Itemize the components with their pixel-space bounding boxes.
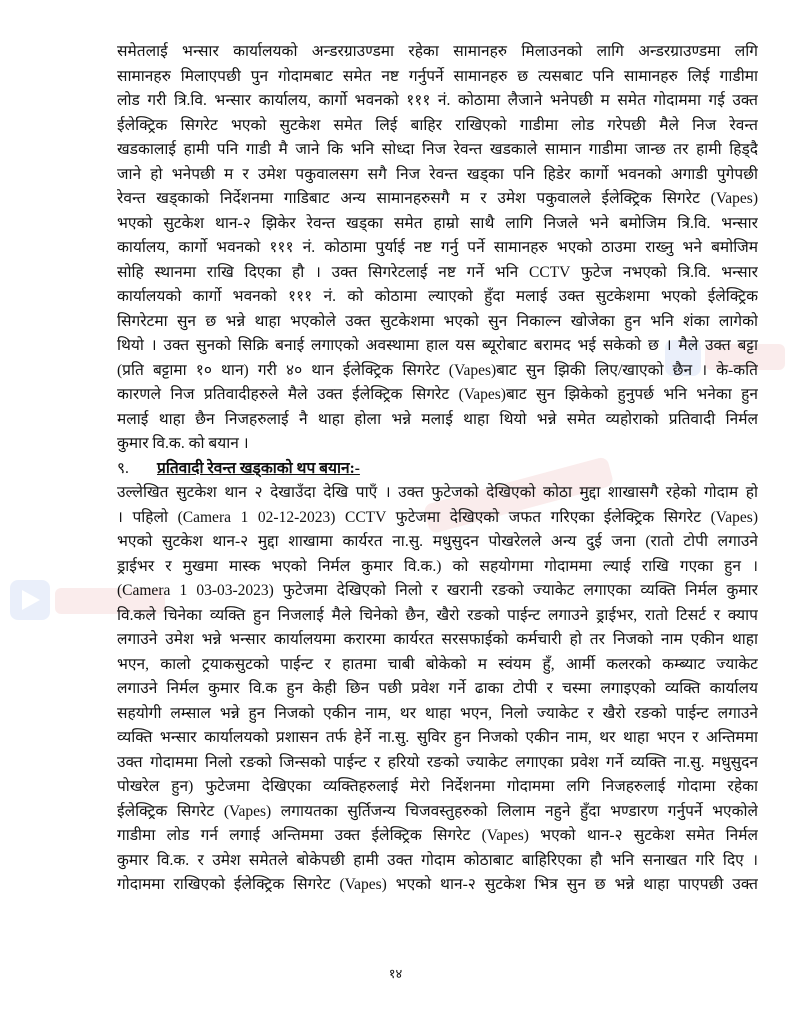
section-heading-row [117, 457, 758, 482]
page-number: १४ [388, 966, 403, 981]
text-line: लोड गरी त्रि.वि. भन्सार कार्यालय, कार्गो भवनको १११ नं. कोठामा लैजाने भनेपछी म समेत गोदाममा गई उक्त [117, 92, 758, 109]
text-line: रेवन्त खड्काको निर्देशनमा गाडिबाट अन्य सामानहरुसगै म र उमेश पकुवालले ईलेक्ट्रिक सिगरेट (Vapes) [117, 190, 758, 207]
text-line: ईलेक्ट्रिक सिगरेट भएको सुटकेश समेत लिई बाहिर राखिएको गाडीमा लोड गरेपछी मैले निज रेवन्त [117, 116, 758, 134]
text-line: कार्यालय, कार्गो भवनको १११ नं. कोठामा पुर्याई नष्ट गर्नु पर्ने सामानहरु भएको ठाउमा राख्नु भने बमोजिम [117, 239, 758, 256]
text-line: । पहिलो (Camera 1 02-12-2023) CCTV फुटेजमा देखिएको जफत गरिएका ईलेक्ट्रिक सिगरेट (Vapes) [117, 508, 758, 526]
text-line: लगाउने निर्मल कुमार वि.क हुन केही छिन पछी प्रवेश गर्ने ढाका टोपी र चस्मा लगाइएको व्यक्ति कार्यालय [117, 680, 758, 697]
text-line: वि.कले चिनेका व्यक्ति हुन निजलाई मैले चिनेको छैन, खैरो रङको पाईन्ट लगाउने ड्राईभर, रातो टिसर्ट र क्याप [117, 606, 758, 624]
text-line: भएन, कालो ट्रयाकसुटको पाईन्ट र हातमा चाबी बोकेको म स्वंयम हुँ, आर्मी कलरको कम्ब्याट ज्याकेट [117, 655, 758, 673]
text-line: (प्रति बट्टामा १० थान) गरी ४० थान ईलेक्ट्रिक सिगरेट (Vapes)बाट सुन झिकी लिए/खाएको छैन । के-कति [117, 361, 758, 379]
text-line: पोखरेल हुन) फुटेजमा देखिएका व्यक्तिहरुलाई मेरो निर्देशनमा गोदाममा लगि निजहरुलाई गोदामा रहेका [117, 778, 758, 795]
text-line: भएको सुटकेश थान-२ मुद्दा शाखामा कार्यरत ना.सु. मधुसुदन पोखरेलले अन्य दुई जना (रातो टोपी लगाउने [117, 533, 758, 550]
document-body [117, 40, 758, 898]
text-line: (Camera 1 03-03-2023) फुटेजमा देखिएको निलो र खरानी रङको ज्याकेट लगाएका व्यक्ति निर्मल कुमार [117, 582, 758, 599]
text-line: सामानहरु मिलाएपछी पुन गोदामबाट समेत नष्ट गर्नुपर्ने सामानहरु छ त्यसबाट पनि सामानहरु लिई गाडीमा [117, 67, 758, 85]
paragraph-additional-statement [117, 481, 758, 898]
text-line: कार्यालयको कार्गो भवनको १११ नं. को कोठामा ल्याएको हुँदा मलाई उक्त सुटकेशमा भएको ईलेक्ट्रिक [117, 288, 758, 305]
text-line: ड्राईभर र मुखमा मास्क भएको निर्मल कुमार वि.क.) को सहयोगमा गोदाममा ल्याई राखि गएका हुन । [117, 557, 758, 575]
text-line: कुमार वि.क. र उमेश समेतले बोकेपछी हामी उक्त गोदाम कोठाबाट बाहिरिएका हौ भनि सनाखत गरि दिए । [117, 851, 758, 869]
text-line: ईलेक्ट्रिक सिगरेट (Vapes) लगायतका सुर्तिजन्य चिजवस्तुहरुको लिलाम नहुने हुँदा भण्डारण गर्नुपर्ने भएकोले [117, 802, 758, 820]
paragraph-statement-continuation [117, 40, 758, 457]
text-line: कारणले निज प्रतिवादीहरुले मैले उक्त ईलेक्ट्रिक सिगरेट (Vapes)बाट सुन झिकेको हुनुपर्छ भनि भनेका हुन [117, 386, 758, 403]
text-line: मलाई थाहा छैन निजहरुलाई नै थाहा होला भन्ने मलाई थाहा थियो भन्ने समेत व्यहोराको प्रतिवादी निर्मल [117, 410, 758, 428]
text-line: व्यक्ति भन्सार कार्यालयको प्रशासन तर्फ हेर्ने ना.सु. सुविर हुन निजको एकीन नाम, थर थाहा भएन र अन्तिममा [117, 729, 758, 746]
text-line: कुमार वि.क. को बयान । [117, 435, 249, 452]
text-line: सिगरेटमा सुन छ भन्ने थाहा भएकोले उक्त सुटकेशमा भएको सुन निकाल्न खोजेका हुन भनि शंका लागेको [117, 312, 758, 330]
text-line: गाडीमा लोड गर्न लगाई अन्तिममा उक्त ईलेक्ट्रिक सिगरेट (Vapes) भएको थान-२ सुटकेश समेत निर्मल [117, 827, 758, 844]
section-number: ९. [117, 459, 129, 477]
text-line: जाने हो भनेपछी म र उमेश पकुवालसग सगै निज रेवन्त खड्का पनि हिडेर कार्गो भवनको अगाडी पुगेपछी [117, 165, 758, 183]
text-line: समेतलाई भन्सार कार्यालयको अन्डरग्राउण्डमा रहेका सामानहरु मिलाउनको लागि अन्डरग्राउण्डमा लगि [117, 43, 758, 60]
section-heading: प्रतिवादी रेवन्त खड्काको थप बयान:- [157, 459, 360, 477]
text-line: खडकालाई हामी पनि गाडी मै जाने कि भनि सोध्दा निज रेवन्त खडकाले सामान गाडीमा जान्छ तर हामी हिड्दै [117, 141, 758, 158]
text-line: गोदाममा राखिएको ईलेक्ट्रिक सिगरेट (Vapes) भएको थान-२ सुटकेश भित्र सुन छ भन्ने थाहा पाएपछी उक्त [117, 876, 758, 893]
text-line: उल्लेखित सुटकेश थान २ देखाउँदा देखि पाएँ । उक्त फुटेजको देखिएको कोठा मुद्दा शाखासगै रहेको गोदाम हो [117, 484, 758, 501]
text-line: भएको सुटकेश थान-२ झिकेर रेवन्त खड्का समेत हाम्रो साथै लागि निजले भने बमोजिम त्रि.वि. भन्सार [117, 214, 758, 232]
text-line: उक्त गोदाममा निलो रङको जिन्सको पाईन्ट र हरियो रङको ज्याकेट लगाएका प्रवेश गर्ने व्यक्ति ना.सु. मधुसुदन [117, 753, 758, 771]
text-line: सहयोगी लम्साल भन्ने हुन निजको एकीन नाम, थर थाहा भएन, निलो ज्याकेट र खैरो रङको पाईन्ट लगाउने [117, 704, 758, 722]
text-line: थियो । उक्त सुनको सिक्रि बनाई लगाएको अवस्थामा हाल यस ब्यूरोबाट बरामद भई सकेको छ । मैले उक्त बट्टा [117, 337, 758, 354]
text-line: सोहि स्थानमा राखि दिएका हौ । उक्त सिगरेटलाई नष्ट गर्ने भनि CCTV फुटेज नभएको त्रि.वि. भन्सार [117, 263, 758, 281]
text-line: लगाउने उमेश भन्ने भन्सार कार्यालयमा करारमा कार्यरत सरसफाईको कर्मचारी हो तर निजको नाम एकीन थाहा [117, 631, 758, 648]
